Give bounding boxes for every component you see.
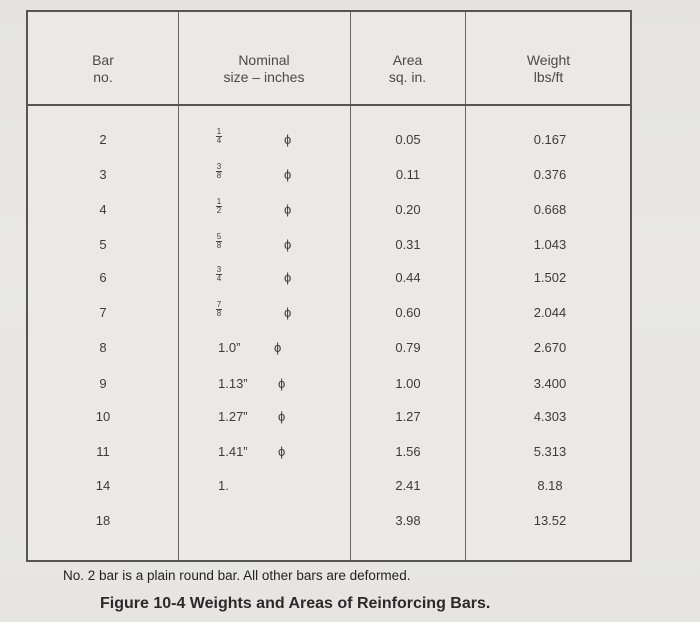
weight-cell: 2.670 (533, 340, 567, 355)
table-row (28, 127, 630, 152)
size-fraction (216, 163, 222, 180)
area-cell: 0.44 (395, 270, 421, 285)
nominal-size-cell (218, 409, 248, 424)
table-row (28, 265, 630, 290)
weight-cell: 0.376 (533, 167, 567, 182)
fraction-denominator: 4 (216, 274, 222, 284)
size-text: 1.41” (218, 444, 248, 459)
table-row (28, 162, 630, 187)
nominal-size-cell (216, 266, 222, 283)
weight-cell: 8.18 (537, 478, 563, 493)
fraction-numerator: 5 (216, 232, 222, 242)
weight-cell: 1.502 (533, 270, 567, 285)
area-cell: 1.00 (395, 376, 421, 391)
nominal-size-cell (218, 340, 240, 355)
weight-cell: 5.313 (533, 444, 567, 459)
size-text: 1. (218, 478, 229, 493)
fraction-denominator: 8 (216, 241, 222, 251)
weight-cell: 3.400 (533, 376, 567, 391)
area-cell: 0.31 (395, 237, 421, 252)
fraction-denominator: 4 (216, 136, 222, 146)
area-cell: 0.20 (395, 202, 421, 217)
area-cell: 1.56 (395, 444, 421, 459)
header-weight (465, 52, 632, 86)
nominal-size-cell (218, 478, 229, 493)
bar-number-cell: 7 (99, 305, 107, 320)
header-nominal-size (178, 52, 350, 86)
nominal-size-cell (218, 376, 248, 391)
diameter-symbol-icon: ϕ (284, 132, 292, 147)
fraction-numerator: 1 (216, 197, 222, 207)
header-weight-line1: Weight (526, 52, 571, 68)
area-cell: 0.79 (395, 340, 421, 355)
table-row (28, 340, 630, 360)
diameter-symbol-icon: ϕ (278, 444, 286, 459)
fraction-numerator: 3 (216, 162, 222, 172)
nominal-size-cell (216, 128, 222, 145)
table-row (28, 197, 630, 222)
figure-caption: Figure 10-4 Weights and Areas of Reinforcing Bars. (100, 595, 491, 612)
bar-number-cell: 18 (95, 513, 111, 528)
bar-number-cell: 11 (96, 444, 110, 459)
weight-cell: 0.668 (533, 202, 567, 217)
area-cell: 0.60 (395, 305, 421, 320)
fraction-denominator: 8 (216, 309, 222, 319)
header-area-line2: sq. in. (388, 69, 427, 85)
diameter-symbol-icon: ϕ (274, 340, 282, 355)
header-size-line2: size – inches (223, 69, 305, 85)
weight-cell: 0.167 (533, 132, 567, 147)
header-bar-no (28, 52, 178, 86)
size-text: 1.27” (218, 409, 248, 424)
table-row (28, 376, 630, 396)
area-cell: 0.05 (395, 132, 421, 147)
bar-number-cell: 5 (99, 237, 107, 252)
fraction-numerator: 3 (216, 265, 222, 275)
diameter-symbol-icon: ϕ (278, 376, 286, 391)
table-row (28, 232, 630, 257)
diameter-symbol-icon: ϕ (284, 167, 292, 182)
bar-number-cell: 14 (95, 478, 111, 493)
nominal-size-cell (216, 198, 222, 215)
table-row (28, 444, 630, 464)
bar-number-cell: 2 (99, 132, 107, 147)
bar-number-cell: 8 (99, 340, 107, 355)
weight-cell: 4.303 (533, 409, 567, 424)
fraction-denominator: 8 (216, 171, 222, 181)
header-divider (28, 104, 630, 106)
footnote: No. 2 bar is a plain round bar. All other bars are deformed. (63, 568, 411, 583)
table-row (28, 409, 630, 429)
diameter-symbol-icon: ϕ (284, 202, 292, 217)
header-bar-line1: Bar (92, 52, 114, 68)
size-fraction (216, 198, 222, 215)
bar-number-cell: 4 (99, 202, 107, 217)
nominal-size-cell (218, 444, 248, 459)
area-cell: 1.27 (395, 409, 421, 424)
diameter-symbol-icon: ϕ (284, 237, 292, 252)
area-cell: 3.98 (395, 513, 421, 528)
bar-number-cell: 9 (99, 376, 107, 391)
nominal-size-cell (216, 233, 222, 250)
bar-number-cell: 6 (99, 270, 107, 285)
area-cell: 0.11 (395, 167, 421, 182)
weight-cell: 2.044 (533, 305, 567, 320)
header-weight-line2: lbs/ft (533, 69, 564, 85)
fraction-numerator: 1 (216, 127, 222, 137)
size-fraction (216, 233, 222, 250)
size-fraction (216, 128, 222, 145)
diameter-symbol-icon: ϕ (278, 409, 286, 424)
rebar-table (26, 10, 632, 562)
header-area (350, 52, 465, 86)
diameter-symbol-icon: ϕ (284, 305, 292, 320)
fraction-denominator: 2 (216, 206, 222, 216)
header-size-line1: Nominal (238, 52, 290, 68)
bar-number-cell: 10 (95, 409, 111, 424)
size-fraction (216, 266, 222, 283)
area-cell: 2.41 (395, 478, 421, 493)
table-row (28, 300, 630, 325)
fraction-numerator: 7 (216, 300, 222, 310)
diameter-symbol-icon: ϕ (284, 270, 292, 285)
header-area-line1: Area (392, 52, 423, 68)
nominal-size-cell (216, 301, 222, 318)
weight-cell: 13.52 (533, 513, 567, 528)
nominal-size-cell (216, 163, 222, 180)
header-bar-line2: no. (93, 69, 113, 85)
size-text: 1.0” (218, 340, 241, 355)
table-row (28, 513, 630, 533)
size-text: 1.13” (218, 376, 248, 391)
weight-cell: 1.043 (533, 237, 567, 252)
bar-number-cell: 3 (99, 167, 107, 182)
size-fraction (216, 301, 222, 318)
table-row (28, 478, 630, 498)
